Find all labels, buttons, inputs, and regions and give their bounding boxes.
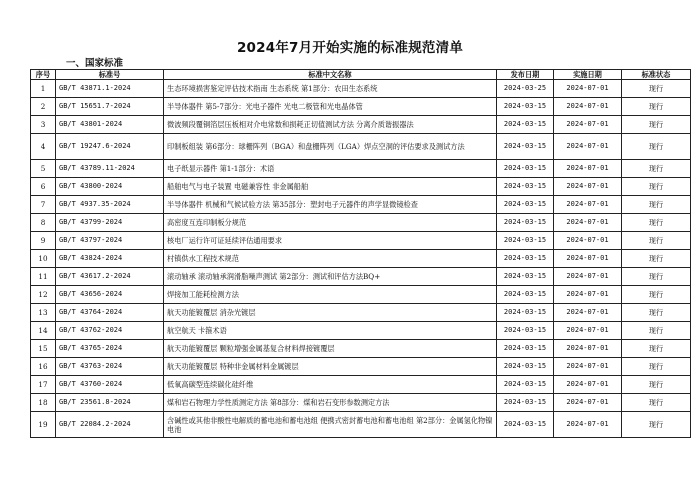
row-implement-date: 2024-07-01: [554, 358, 622, 376]
row-name: 航天功能镀覆层 消杂光镀层: [164, 304, 497, 322]
row-publish-date: 2024-03-15: [497, 98, 554, 116]
row-publish-date: 2024-03-15: [497, 322, 554, 340]
row-status: 现行: [622, 80, 691, 98]
row-status: 现行: [622, 268, 691, 286]
row-name: 焊接加工能耗检测方法: [164, 286, 497, 304]
table-row: [31, 80, 691, 98]
table-row: [31, 268, 691, 286]
row-implement-date: 2024-07-01: [554, 178, 622, 196]
header-implement-date: 实施日期: [554, 70, 622, 80]
header-index: 序号: [31, 70, 56, 80]
row-status: 现行: [622, 358, 691, 376]
row-code: GB/T 43800-2024: [56, 178, 164, 196]
row-index: 10: [31, 250, 56, 268]
row-publish-date: 2024-03-15: [497, 232, 554, 250]
row-status: 现行: [622, 134, 691, 160]
row-status: 现行: [622, 340, 691, 358]
row-name: 高密度互连印制板分规范: [164, 214, 497, 232]
row-name: 半导体器件 机械和气候试验方法 第35部分：塑封电子元器件的声学显微镜检查: [164, 196, 497, 214]
row-index: 4: [31, 134, 56, 160]
row-name: 航空航天 卡箍术语: [164, 322, 497, 340]
header-name: 标准中文名称: [164, 70, 497, 80]
row-code: GB/T 23561.8-2024: [56, 394, 164, 412]
table-row: [31, 376, 691, 394]
row-implement-date: 2024-07-01: [554, 286, 622, 304]
header-code: 标准号: [56, 70, 164, 80]
row-code: GB/T 43762-2024: [56, 322, 164, 340]
row-name: 核电厂运行许可证延续评估通用要求: [164, 232, 497, 250]
row-name: 印制板组装 第6部分：球栅阵列（BGA）和盘栅阵列（LGA）焊点空洞的评估要求及测试方法: [164, 134, 497, 160]
row-implement-date: 2024-07-01: [554, 116, 622, 134]
table-row: [31, 250, 691, 268]
row-code: GB/T 19247.6-2024: [56, 134, 164, 160]
table-row: [31, 160, 691, 178]
row-publish-date: 2024-03-15: [497, 196, 554, 214]
row-code: GB/T 43824-2024: [56, 250, 164, 268]
section-title: 一、国家标准: [66, 58, 124, 69]
table-row: [31, 214, 691, 232]
row-name: 船舶电气与电子装置 电磁兼容性 非金属船舶: [164, 178, 497, 196]
row-publish-date: 2024-03-15: [497, 250, 554, 268]
table-row: [31, 340, 691, 358]
row-implement-date: 2024-07-01: [554, 304, 622, 322]
row-name: 航天功能镀覆层 颗粒增强金属基复合材料焊接镀覆层: [164, 340, 497, 358]
row-code: GB/T 4937.35-2024: [56, 196, 164, 214]
row-code: GB/T 43871.1-2024: [56, 80, 164, 98]
row-publish-date: 2024-03-25: [497, 80, 554, 98]
row-index: 5: [31, 160, 56, 178]
row-status: 现行: [622, 178, 691, 196]
row-status: 现行: [622, 286, 691, 304]
row-status: 现行: [622, 232, 691, 250]
row-implement-date: 2024-07-01: [554, 196, 622, 214]
row-status: 现行: [622, 160, 691, 178]
row-index: 15: [31, 340, 56, 358]
table-row: [31, 358, 691, 376]
row-status: 现行: [622, 376, 691, 394]
row-publish-date: 2024-03-15: [497, 412, 554, 438]
row-code: GB/T 43801-2024: [56, 116, 164, 134]
row-index: 3: [31, 116, 56, 134]
row-status: 现行: [622, 412, 691, 438]
row-implement-date: 2024-07-01: [554, 394, 622, 412]
row-name: 生态环境损害鉴定评估技术指南 生态系统 第1部分：农田生态系统: [164, 80, 497, 98]
row-status: 现行: [622, 304, 691, 322]
row-implement-date: 2024-07-01: [554, 412, 622, 438]
table-row: [31, 304, 691, 322]
row-publish-date: 2024-03-15: [497, 116, 554, 134]
row-implement-date: 2024-07-01: [554, 98, 622, 116]
row-name: 微波频段覆铜箔层压板相对介电常数和损耗正切值测试方法 分离介质谐振器法: [164, 116, 497, 134]
row-status: 现行: [622, 394, 691, 412]
row-index: 16: [31, 358, 56, 376]
row-index: 6: [31, 178, 56, 196]
row-code: GB/T 43763-2024: [56, 358, 164, 376]
row-publish-date: 2024-03-15: [497, 160, 554, 178]
row-publish-date: 2024-03-15: [497, 178, 554, 196]
row-index: 19: [31, 412, 56, 438]
row-publish-date: 2024-03-15: [497, 394, 554, 412]
row-status: 现行: [622, 250, 691, 268]
row-publish-date: 2024-03-15: [497, 304, 554, 322]
row-index: 2: [31, 98, 56, 116]
row-code: GB/T 43617.2-2024: [56, 268, 164, 286]
row-implement-date: 2024-07-01: [554, 134, 622, 160]
row-code: GB/T 43656-2024: [56, 286, 164, 304]
row-code: GB/T 15651.7-2024: [56, 98, 164, 116]
row-status: 现行: [622, 196, 691, 214]
row-implement-date: 2024-07-01: [554, 160, 622, 178]
row-implement-date: 2024-07-01: [554, 268, 622, 286]
row-publish-date: 2024-03-15: [497, 340, 554, 358]
row-status: 现行: [622, 98, 691, 116]
row-code: GB/T 43764-2024: [56, 304, 164, 322]
row-name: 电子纸显示器件 第1-1部分：术语: [164, 160, 497, 178]
row-publish-date: 2024-03-15: [497, 358, 554, 376]
table-row: [31, 322, 691, 340]
row-implement-date: 2024-07-01: [554, 322, 622, 340]
header-publish-date: 发布日期: [497, 70, 554, 80]
table-row: [31, 394, 691, 412]
table-row: [31, 232, 691, 250]
table-row: [31, 116, 691, 134]
row-publish-date: 2024-03-15: [497, 214, 554, 232]
row-name: 含碱性或其他非酸性电解质的蓄电池和蓄电池组 便携式密封蓄电池和蓄电池组 第2部分：金属氢化物镍电池: [164, 412, 497, 438]
row-status: 现行: [622, 322, 691, 340]
row-name: 航天功能镀覆层 特种非金属材料金属镀层: [164, 358, 497, 376]
row-index: 18: [31, 394, 56, 412]
row-index: 11: [31, 268, 56, 286]
row-index: 13: [31, 304, 56, 322]
row-code: GB/T 43789.11-2024: [56, 160, 164, 178]
row-index: 9: [31, 232, 56, 250]
row-code: GB/T 22084.2-2024: [56, 412, 164, 438]
row-name: 半导体器件 第5-7部分：光电子器件 光电二极管和光电晶体管: [164, 98, 497, 116]
row-code: GB/T 43765-2024: [56, 340, 164, 358]
row-implement-date: 2024-07-01: [554, 340, 622, 358]
row-publish-date: 2024-03-15: [497, 134, 554, 160]
table-header-row: [31, 70, 691, 80]
row-index: 1: [31, 80, 56, 98]
row-code: GB/T 43797-2024: [56, 232, 164, 250]
row-code: GB/T 43760-2024: [56, 376, 164, 394]
table-row: [31, 134, 691, 160]
document-title: 2024年7月开始实施的标准规范清单: [236, 40, 464, 56]
row-code: GB/T 43799-2024: [56, 214, 164, 232]
row-index: 17: [31, 376, 56, 394]
row-name: 低氧高碳型连续碳化硅纤维: [164, 376, 497, 394]
row-index: 12: [31, 286, 56, 304]
row-index: 7: [31, 196, 56, 214]
table-row: [31, 286, 691, 304]
row-implement-date: 2024-07-01: [554, 250, 622, 268]
table-row: [31, 196, 691, 214]
row-name: 滚动轴承 滚动轴承润滑脂噪声测试 第2部分：测试和评估方法BQ+: [164, 268, 497, 286]
row-publish-date: 2024-03-15: [497, 268, 554, 286]
standards-table: [30, 69, 691, 438]
row-implement-date: 2024-07-01: [554, 80, 622, 98]
row-name: 村镇供水工程技术规范: [164, 250, 497, 268]
row-publish-date: 2024-03-15: [497, 376, 554, 394]
row-index: 8: [31, 214, 56, 232]
row-implement-date: 2024-07-01: [554, 214, 622, 232]
row-publish-date: 2024-03-15: [497, 286, 554, 304]
row-index: 14: [31, 322, 56, 340]
row-name: 煤和岩石物理力学性质测定方法 第8部分：煤和岩石变形参数测定方法: [164, 394, 497, 412]
table-row: [31, 98, 691, 116]
row-implement-date: 2024-07-01: [554, 376, 622, 394]
row-status: 现行: [622, 116, 691, 134]
header-status: 标准状态: [622, 70, 691, 80]
table-row: [31, 412, 691, 438]
row-status: 现行: [622, 214, 691, 232]
row-implement-date: 2024-07-01: [554, 232, 622, 250]
table-row: [31, 178, 691, 196]
